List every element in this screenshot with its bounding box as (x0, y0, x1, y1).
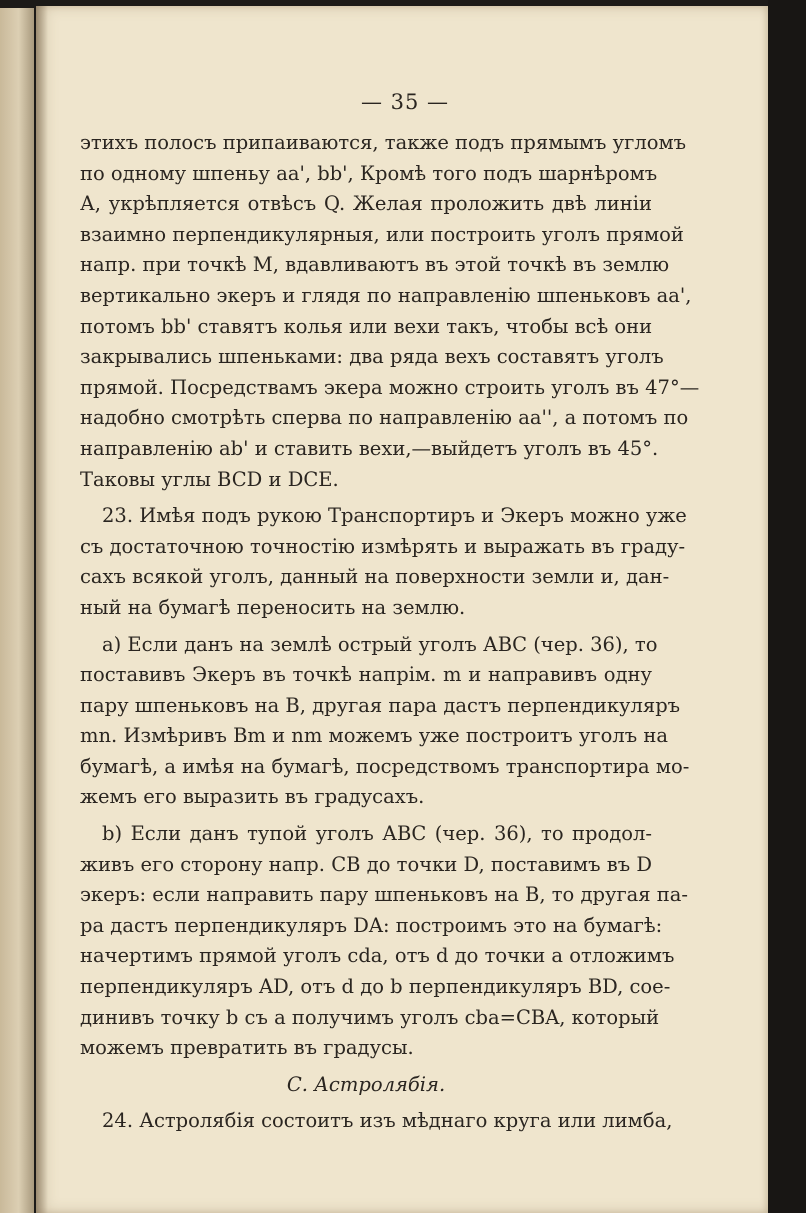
paragraph-a-start: а) Если данъ на землѣ острый уголъ АВС (чер. 36), то (102, 632, 658, 656)
text-line: сахъ всякой уголъ, данный на поверхности земли и, дан- (80, 565, 670, 589)
page-number: — 35 — (360, 90, 450, 114)
text-line: А, укрѣпляется отвѣсъ Q. Желая проложить двѣ линіи (80, 192, 652, 216)
text-line: прямой. Посредствамъ экера можно строить уголъ въ 47°— (80, 375, 700, 399)
text-line: ный на бумагѣ переносить на землю. (80, 595, 466, 619)
spine-shadow (36, 6, 48, 1213)
text-line: можемъ превратить въ градусы. (80, 1036, 414, 1060)
text-line: начертимъ прямой уголъ cda, отъ d до точки а отложимъ (80, 944, 675, 968)
text-line: жемъ его выразить въ градусахъ. (80, 785, 425, 809)
text-line: Таковы углы BCD и DCE. (80, 467, 339, 491)
text-line: направленію аb' и ставить вехи,—выйдетъ уголъ въ 45°. (80, 436, 659, 460)
section-heading: С. Астролябія. (286, 1072, 446, 1096)
text-line: закрывались шпеньками: два ряда вехъ составятъ уголъ (80, 345, 664, 369)
text-line: поставивъ Экеръ въ точкѣ напрім. m и направивъ одну (80, 663, 652, 687)
text-line: перпендикуляръ AD, отъ d до b перпендикуляръ BD, сое- (80, 975, 671, 999)
text-line: съ достаточною точностію измѣрять и выражать въ граду- (80, 534, 686, 558)
text-line: вертикально экеръ и глядя по направленію шпеньковъ аа', (80, 283, 692, 307)
text-line: бумагѣ, а имѣя на бумагѣ, посредствомъ транспортира мо- (80, 754, 690, 778)
text-line: живъ его сторону напр. СВ до точки D, поставимъ въ D (80, 852, 652, 876)
text-line: mn. Измѣривъ Вm и nm можемъ уже построитъ уголъ на (80, 724, 668, 748)
previous-page-edge (0, 8, 34, 1213)
paragraph-24-start: 24. Астролябія состоитъ изъ мѣднаго круга или лимба, (102, 1109, 673, 1133)
text-line: пару шпеньковъ на В, другая пара дастъ перпендикуляръ (80, 693, 681, 717)
text-line: этихъ полосъ припаиваются, также подъ прямымъ угломъ (80, 131, 687, 154)
paragraph-23-start: 23. Имѣя подъ рукою Транспортиръ и Экеръ можно уже (102, 504, 687, 528)
text-line: динивъ точку b съ а получимъ уголъ cba=CBA, который (80, 1005, 660, 1029)
text-line: потомъ bb' ставятъ колья или вехи такъ, чтобы всѣ они (80, 314, 653, 338)
text-line: надобно смотрѣть сперва по направленію аа'', а потомъ по (80, 406, 689, 430)
text-line: экеръ: если направить пару шпеньковъ на В, то другая па- (80, 883, 689, 907)
text-line: напр. при точкѣ М, вдавливаютъ въ этой точкѣ въ землю (80, 253, 670, 277)
paragraph-b-start: b) Если данъ тупой уголъ АВС (чер. 36), то продол- (102, 822, 652, 846)
scan-background-edge (768, 0, 806, 1213)
text-line: ра дастъ перпендикуляръ DA: построимъ это на бумагѣ: (80, 913, 663, 937)
text-line: взаимно перпендикулярныя, или построить уголъ прямой (80, 222, 684, 246)
text-line: по одному шпеньу аа', bb', Кромѣ того подъ шарнѣромъ (80, 161, 658, 185)
body-text (80, 128, 700, 1137)
